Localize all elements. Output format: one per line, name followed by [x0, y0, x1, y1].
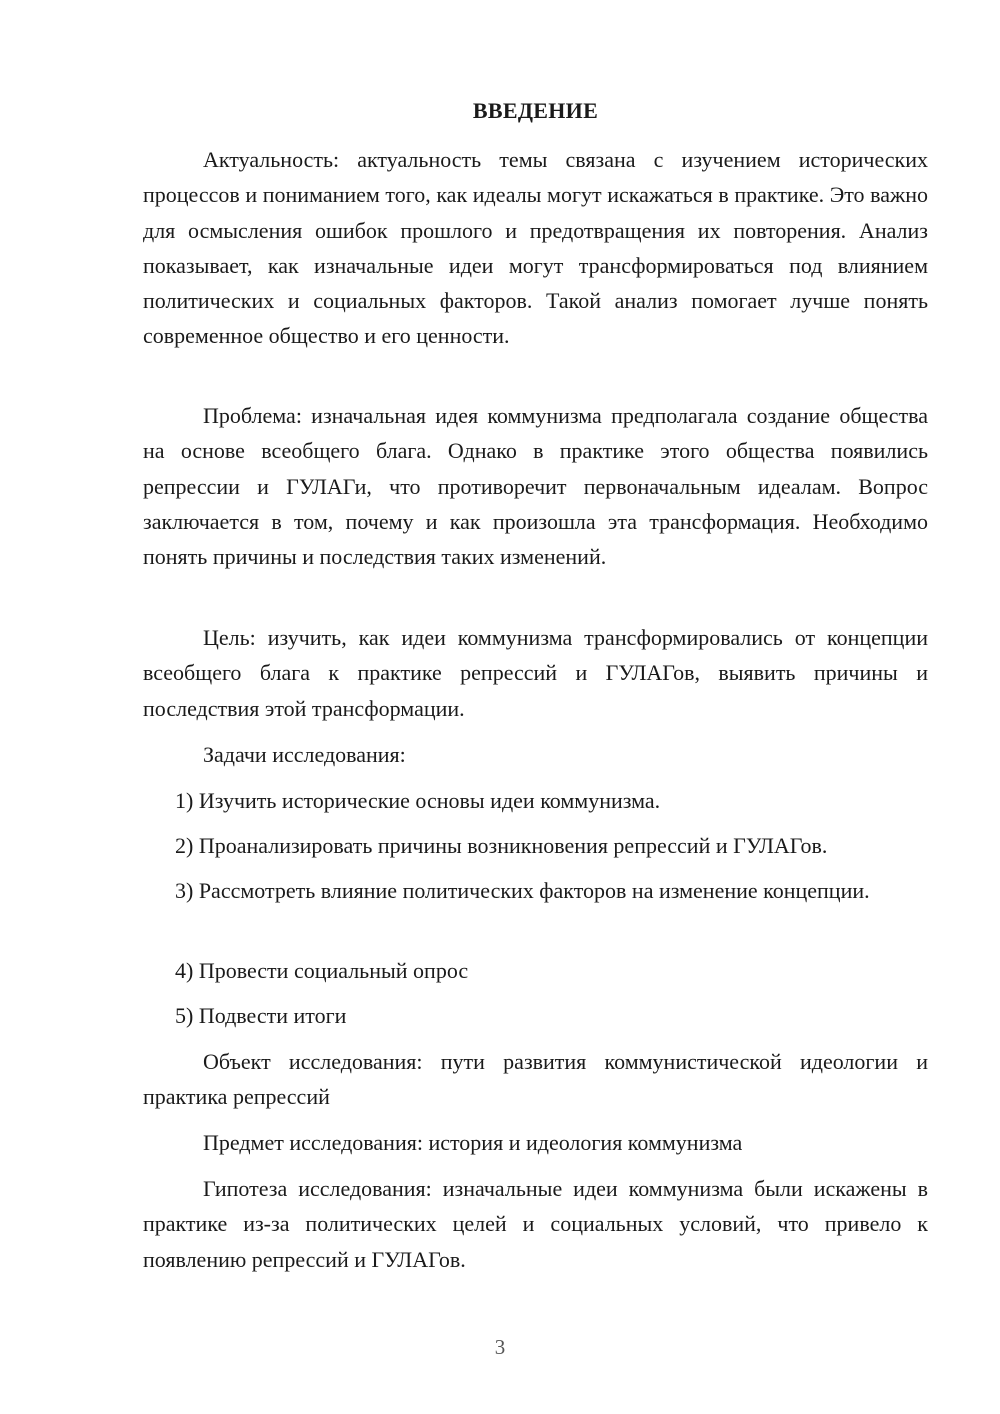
- subject-paragraph: Предмет исследования: история и идеология коммунизма: [203, 1130, 743, 1155]
- task-item-3: 3) Рассмотреть влияние политических факторов на изменение концепции.: [175, 878, 870, 903]
- section-title: ВВЕДЕНИЕ: [472, 98, 599, 123]
- hypothesis-paragraph: Гипотеза исследования: изначальные идеи коммунизма были искажены в практике из-за политических целей и социальных условий, что привело к появлению репрессий и ГУЛАГов.: [143, 1176, 928, 1272]
- tasks-heading: Задачи исследования:: [203, 742, 406, 767]
- task-item-1: 1) Изучить исторические основы идеи коммунизма.: [175, 788, 661, 813]
- task-item-5: 5) Подвести итоги: [175, 1003, 347, 1028]
- object-paragraph: Объект исследования: пути развития коммунистической идеологии и практика репрессий: [143, 1049, 928, 1110]
- problem-paragraph: Проблема: изначальная идея коммунизма предполагала создание общества на основе всеобщего блага. Однако в практике этого общества появились репрессии и ГУЛАГи, что противоречит первоначальным идеалам. Вопрос заключается в том, почему и как произошла эта трансформация. Необходимо понять причины и последствия таких изменений.: [143, 403, 928, 570]
- goal-paragraph: Цель: изучить, как идеи коммунизма трансформировались от концепции всеобщего блага к практике репрессий и ГУЛАГов, выявить причины и последствия этой трансформации.: [143, 625, 928, 721]
- task-item-4: 4) Провести социальный опрос: [175, 958, 469, 983]
- page-number: 3: [494, 1335, 506, 1359]
- task-item-2: 2) Проанализировать причины возникновения репрессий и ГУЛАГов.: [175, 833, 828, 858]
- relevance-paragraph: Актуальность: актуальность темы связана с изучением исторических процессов и пониманием того, как идеалы могут искажаться в практике. Это важно для осмысления ошибок прошлого и предотвращения их повторения. Анализ показывает, как изначальные идеи могут трансформироваться под влиянием политических и социальных факторов. Такой анализ помогает лучше понять современное общество и его ценности.: [143, 147, 928, 349]
